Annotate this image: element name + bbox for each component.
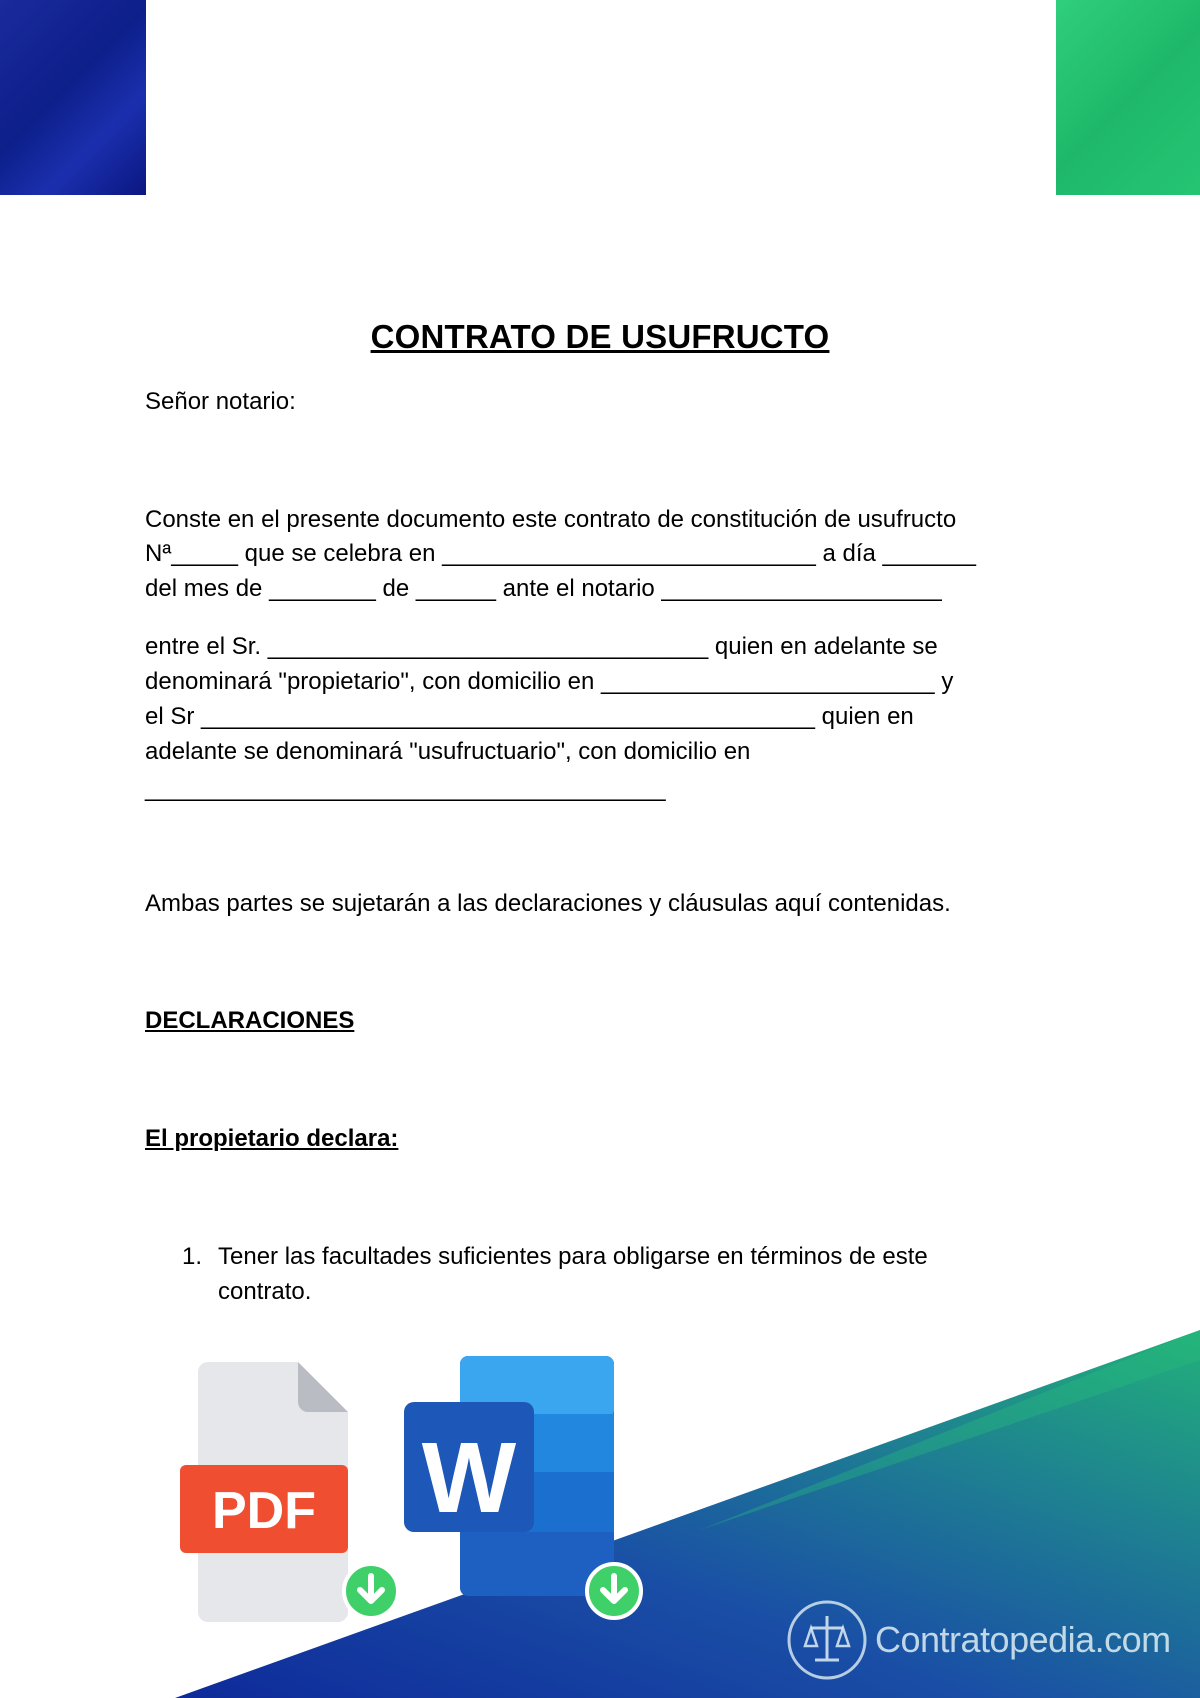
para2-line4: adelante se denominará "usufructuario", con domicilio en [145, 738, 751, 765]
top-right-green-decoration [1056, 0, 1200, 195]
pdf-file-icon[interactable] [178, 1352, 648, 1627]
top-left-blue-decoration [0, 0, 146, 195]
heading-declaraciones: DECLARACIONES [145, 1007, 355, 1034]
para1-line1: Conste en el presente documento este contrato de constitución de usufructo [145, 506, 957, 533]
para1-line2: Nª_____ que se celebra en ____________________________ a día _______ [145, 540, 976, 567]
para1-line3: del mes de ________ de ______ ante el notario _____________________ [145, 575, 942, 602]
para2-line1: entre el Sr. _________________________________ quien en adelante se [145, 633, 938, 660]
para2-line2: denominará "propietario", con domicilio en _________________________ y [145, 668, 954, 695]
brand-watermark [785, 1598, 1171, 1682]
list-item-number: 1. [182, 1243, 203, 1270]
para2-line3: el Sr ______________________________________________ quien en [145, 703, 914, 730]
scales-of-justice-icon [785, 1598, 869, 1682]
svg-text:PDF: PDF [212, 1482, 316, 1540]
list-item-line2: contrato. [218, 1278, 312, 1305]
salutation: Señor notario: [145, 388, 296, 415]
download-icons-group[interactable] [178, 1352, 648, 1627]
heading-propietario: El propietario declara: [145, 1125, 399, 1152]
svg-text:W: W [421, 1422, 517, 1534]
brand-name: Contratopedia.com [875, 1619, 1171, 1660]
document-title: CONTRATO DE USUFRUCTO [370, 318, 830, 355]
list-item-line1: Tener las facultades suficientes para obligarse en términos de este [218, 1243, 928, 1270]
para3: Ambas partes se sujetarán a las declaraciones y cláusulas aquí contenidas. [145, 890, 951, 917]
para2-line5: _______________________________________ [145, 775, 666, 802]
